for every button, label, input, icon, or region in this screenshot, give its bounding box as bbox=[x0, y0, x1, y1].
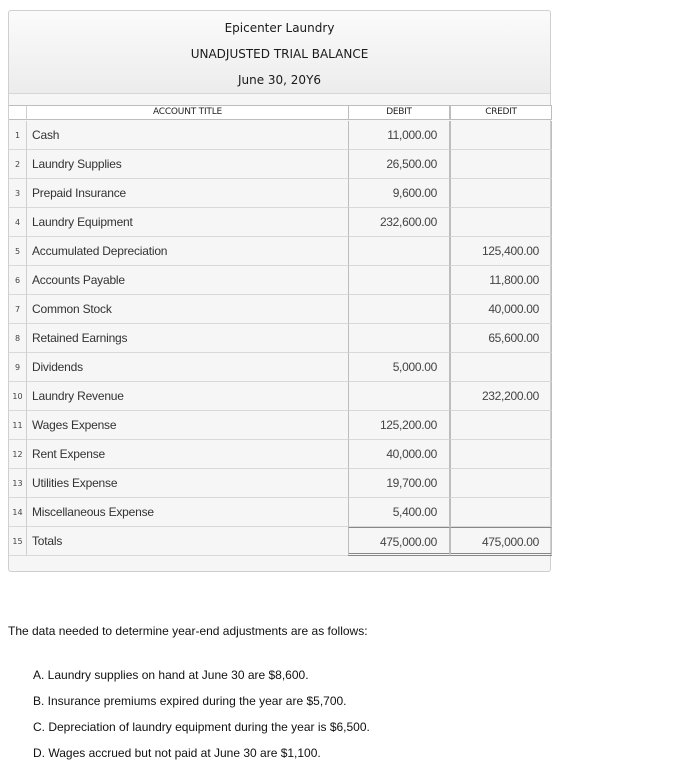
account-title-header: ACCOUNT TITLE bbox=[27, 105, 348, 120]
debit-input[interactable]: 475,000.00 bbox=[348, 527, 450, 556]
row-number: 2 bbox=[9, 150, 27, 179]
account-title-cell: Utilities Expense bbox=[27, 469, 348, 498]
debit-input[interactable]: 40,000.00 bbox=[348, 440, 450, 469]
debit-input[interactable]: 232,600.00 bbox=[348, 208, 450, 237]
account-title-cell: Miscellaneous Expense bbox=[27, 498, 348, 527]
table-header-row bbox=[9, 105, 552, 119]
table-row bbox=[9, 237, 552, 266]
trial-balance-header bbox=[9, 11, 550, 94]
row-number: 4 bbox=[9, 208, 27, 237]
table-row bbox=[9, 382, 552, 411]
row-number: 10 bbox=[9, 382, 27, 411]
debit-input[interactable] bbox=[348, 382, 450, 411]
credit-input[interactable] bbox=[450, 411, 552, 440]
credit-input[interactable]: 232,200.00 bbox=[450, 382, 552, 411]
adjustment-item-a: A. Laundry supplies on hand at June 30 are $8,600. bbox=[33, 668, 309, 682]
row-number: 9 bbox=[9, 353, 27, 382]
debit-input[interactable] bbox=[348, 324, 450, 353]
row-number: 14 bbox=[9, 498, 27, 527]
credit-input[interactable]: 40,000.00 bbox=[450, 295, 552, 324]
debit-input[interactable] bbox=[348, 266, 450, 295]
credit-header: CREDIT bbox=[450, 105, 552, 120]
row-number: 7 bbox=[9, 295, 27, 324]
debit-input[interactable]: 11,000.00 bbox=[348, 121, 450, 150]
table-row bbox=[9, 295, 552, 324]
row-number: 5 bbox=[9, 237, 27, 266]
credit-input[interactable] bbox=[450, 150, 552, 179]
row-number-header bbox=[9, 105, 27, 120]
table-row bbox=[9, 121, 552, 150]
row-number: 3 bbox=[9, 179, 27, 208]
report-title: UNADJUSTED TRIAL BALANCE bbox=[190, 47, 369, 61]
credit-input[interactable] bbox=[450, 353, 552, 382]
credit-input[interactable]: 65,600.00 bbox=[450, 324, 552, 353]
adjustment-item-b: B. Insurance premiums expired during the year are $5,700. bbox=[33, 694, 347, 708]
account-title-cell: Laundry Equipment bbox=[27, 208, 348, 237]
table-row bbox=[9, 179, 552, 208]
credit-input[interactable] bbox=[450, 208, 552, 237]
debit-input[interactable] bbox=[348, 295, 450, 324]
row-number: 13 bbox=[9, 469, 27, 498]
account-title-cell: Dividends bbox=[27, 353, 348, 382]
table-row bbox=[9, 411, 552, 440]
debit-input[interactable]: 26,500.00 bbox=[348, 150, 450, 179]
row-number: 11 bbox=[9, 411, 27, 440]
account-title-cell: Common Stock bbox=[27, 295, 348, 324]
debit-input[interactable]: 19,700.00 bbox=[348, 469, 450, 498]
trial-balance-panel bbox=[8, 10, 551, 572]
debit-header: DEBIT bbox=[348, 105, 450, 120]
debit-input[interactable] bbox=[348, 237, 450, 266]
credit-input[interactable]: 125,400.00 bbox=[450, 237, 552, 266]
credit-input[interactable] bbox=[450, 179, 552, 208]
account-title-cell: Laundry Revenue bbox=[27, 382, 348, 411]
table-row bbox=[9, 353, 552, 382]
account-title-cell: Prepaid Insurance bbox=[27, 179, 348, 208]
company-name: Epicenter Laundry bbox=[224, 21, 335, 35]
credit-input[interactable] bbox=[450, 121, 552, 150]
account-title-cell: Retained Earnings bbox=[27, 324, 348, 353]
credit-input[interactable]: 11,800.00 bbox=[450, 266, 552, 295]
debit-input[interactable]: 9,600.00 bbox=[348, 179, 450, 208]
adjustment-item-d: D. Wages accrued but not paid at June 30 are $1,100. bbox=[33, 746, 321, 760]
debit-input[interactable]: 5,400.00 bbox=[348, 498, 450, 527]
table-row bbox=[9, 150, 552, 179]
account-title-cell: Totals bbox=[27, 527, 348, 556]
row-number: 1 bbox=[9, 121, 27, 150]
account-title-cell: Cash bbox=[27, 121, 348, 150]
account-title-cell: Laundry Supplies bbox=[27, 150, 348, 179]
account-title-cell: Accumulated Depreciation bbox=[27, 237, 348, 266]
account-title-cell: Wages Expense bbox=[27, 411, 348, 440]
credit-input[interactable] bbox=[450, 440, 552, 469]
row-number: 12 bbox=[9, 440, 27, 469]
adjustments-intro: The data needed to determine year-end adjustments are as follows: bbox=[8, 624, 368, 638]
table-row bbox=[9, 324, 552, 353]
row-number: 15 bbox=[9, 527, 27, 556]
row-number: 8 bbox=[9, 324, 27, 353]
debit-input[interactable]: 5,000.00 bbox=[348, 353, 450, 382]
table-row bbox=[9, 440, 552, 469]
totals-row bbox=[9, 527, 552, 556]
table-row bbox=[9, 498, 552, 527]
account-title-cell: Accounts Payable bbox=[27, 266, 348, 295]
debit-input[interactable]: 125,200.00 bbox=[348, 411, 450, 440]
credit-input[interactable]: 475,000.00 bbox=[450, 527, 552, 556]
report-date: June 30, 20Y6 bbox=[237, 73, 322, 87]
table-row bbox=[9, 469, 552, 498]
account-title-cell: Rent Expense bbox=[27, 440, 348, 469]
table-row bbox=[9, 208, 552, 237]
adjustment-item-c: C. Depreciation of laundry equipment during the year is $6,500. bbox=[33, 720, 370, 734]
credit-input[interactable] bbox=[450, 498, 552, 527]
credit-input[interactable] bbox=[450, 469, 552, 498]
table-row bbox=[9, 266, 552, 295]
row-number: 6 bbox=[9, 266, 27, 295]
